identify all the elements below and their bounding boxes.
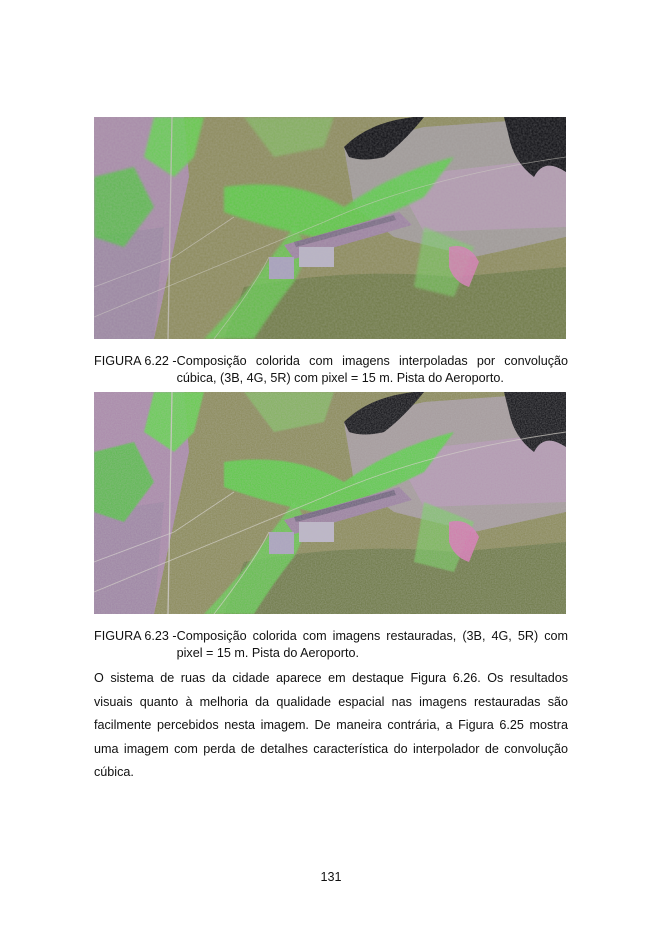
satellite-image-restored [94, 392, 566, 614]
figure-6-22-image [94, 117, 566, 339]
body-paragraph: O sistema de ruas da cidade aparece em destaque Figura 6.26. Os resultados visuais quanto à melhoria da qualidade espacial nas imagens restauradas são facilmente percebidos nesta imagem. De maneira contrária, a Figura 6.25 mostra uma imagem com perda de detalhes característica do interpolador de convolução cúbica. [94, 671, 568, 779]
satellite-image-interpolated [94, 117, 566, 339]
figure-6-23-caption [94, 628, 568, 662]
figure-label: FIGURA 6.23 - [94, 629, 177, 643]
figure-caption-text: Composição colorida com imagens interpoladas por convolução cúbica, (3B, 4G, 5R) com pixel = 15 m. Pista do Aeroporto. [176, 354, 568, 385]
figure-label: FIGURA 6.22 - [94, 354, 177, 368]
figure-6-22-caption [94, 353, 568, 387]
figure-6-23-image [94, 392, 566, 614]
page-number: 131 [320, 870, 342, 884]
figure-caption-text: Composição colorida com imagens restauradas, (3B, 4G, 5R) com pixel = 15 m. Pista do Aeroporto. [176, 629, 568, 660]
